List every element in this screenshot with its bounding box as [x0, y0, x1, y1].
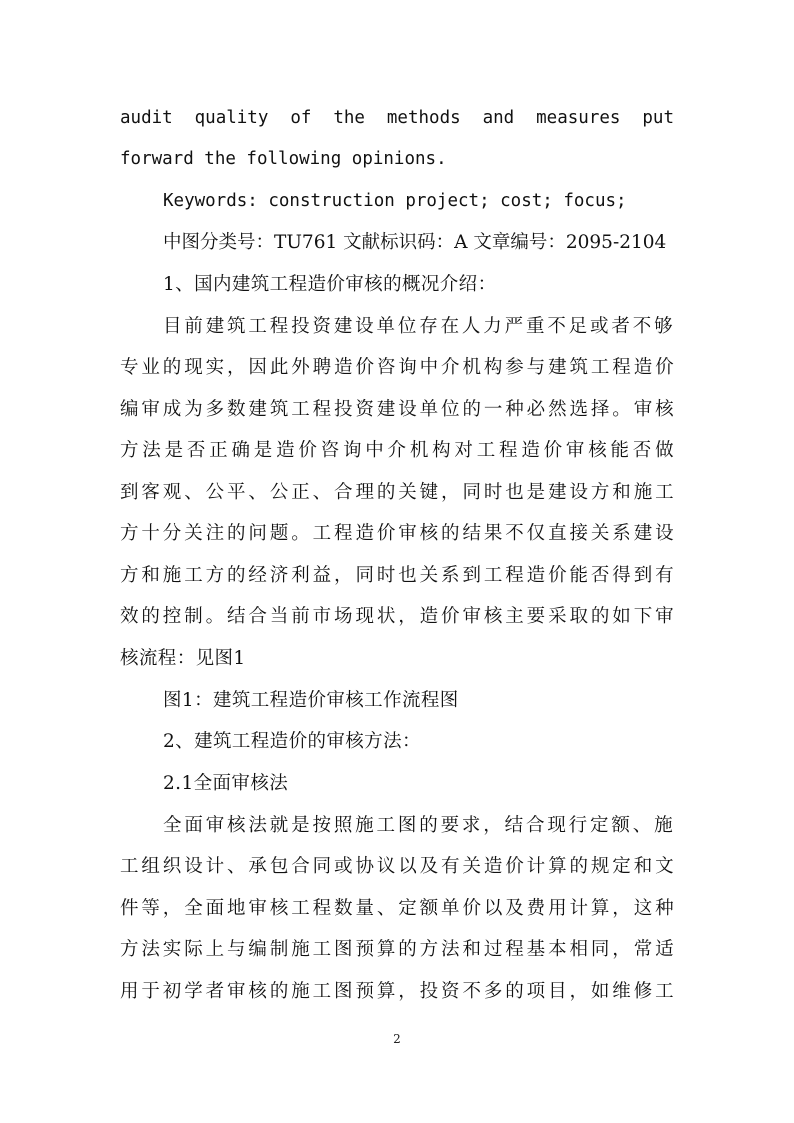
- subsection-heading: 2.1全面审核法: [163, 773, 289, 794]
- paragraph-line: 专业的现实，因此外聘造价咨询中介机构参与建筑工程造价: [120, 357, 674, 378]
- section-heading-1: 1、国内建筑工程造价审核的概况介绍：: [163, 274, 497, 295]
- classification-line: 中图分类号：TU761 文献标识码：A 文章编号：2095-2104: [163, 232, 667, 253]
- paragraph-line: 件等，全面地审核工程数量、定额单价以及费用计算，这种: [120, 898, 674, 919]
- paragraph-line: 目前建筑工程投资建设单位存在人力严重不足或者不够: [163, 316, 673, 337]
- figure-caption: 图1：建筑工程造价审核工作流程图: [163, 690, 459, 711]
- paragraph-line: 全面审核法就是按照施工图的要求，结合现行定额、施: [163, 815, 673, 836]
- section-heading-2: 2、建筑工程造价的审核方法：: [163, 731, 421, 752]
- page-number: 2: [393, 1032, 401, 1046]
- abstract-text-line: forward the following opinions.: [120, 149, 447, 169]
- paragraph-line: 工组织设计、承包合同或协议以及有关造价计算的规定和文: [120, 856, 674, 877]
- paragraph-line: 方十分关注的问题。工程造价审核的结果不仅直接关系建设: [120, 523, 674, 544]
- paragraph-line: 编审成为多数建筑工程投资建设单位的一种必然选择。审核: [120, 399, 674, 420]
- paragraph-line: 方法实际上与编制施工图预算的方法和过程基本相同，常适: [120, 939, 674, 960]
- keywords-line: Keywords: construction project; cost; focus;: [163, 191, 627, 211]
- paragraph-line: 效的控制。结合当前市场现状，造价审核主要采取的如下审: [120, 606, 674, 627]
- abstract-text-line: audit quality of the methods and measures put: [120, 108, 674, 128]
- paragraph-line: 方和施工方的经济利益，同时也关系到工程造价能否得到有: [120, 565, 674, 586]
- paragraph-line: 到客观、公平、公正、合理的关键，同时也是建设方和施工: [120, 482, 674, 503]
- paragraph-line: 方法是否正确是造价咨询中介机构对工程造价审核能否做: [120, 440, 674, 461]
- paragraph-line: 用于初学者审核的施工图预算，投资不多的项目，如维修工: [120, 981, 674, 1002]
- paragraph-line: 核流程：见图1: [120, 648, 246, 669]
